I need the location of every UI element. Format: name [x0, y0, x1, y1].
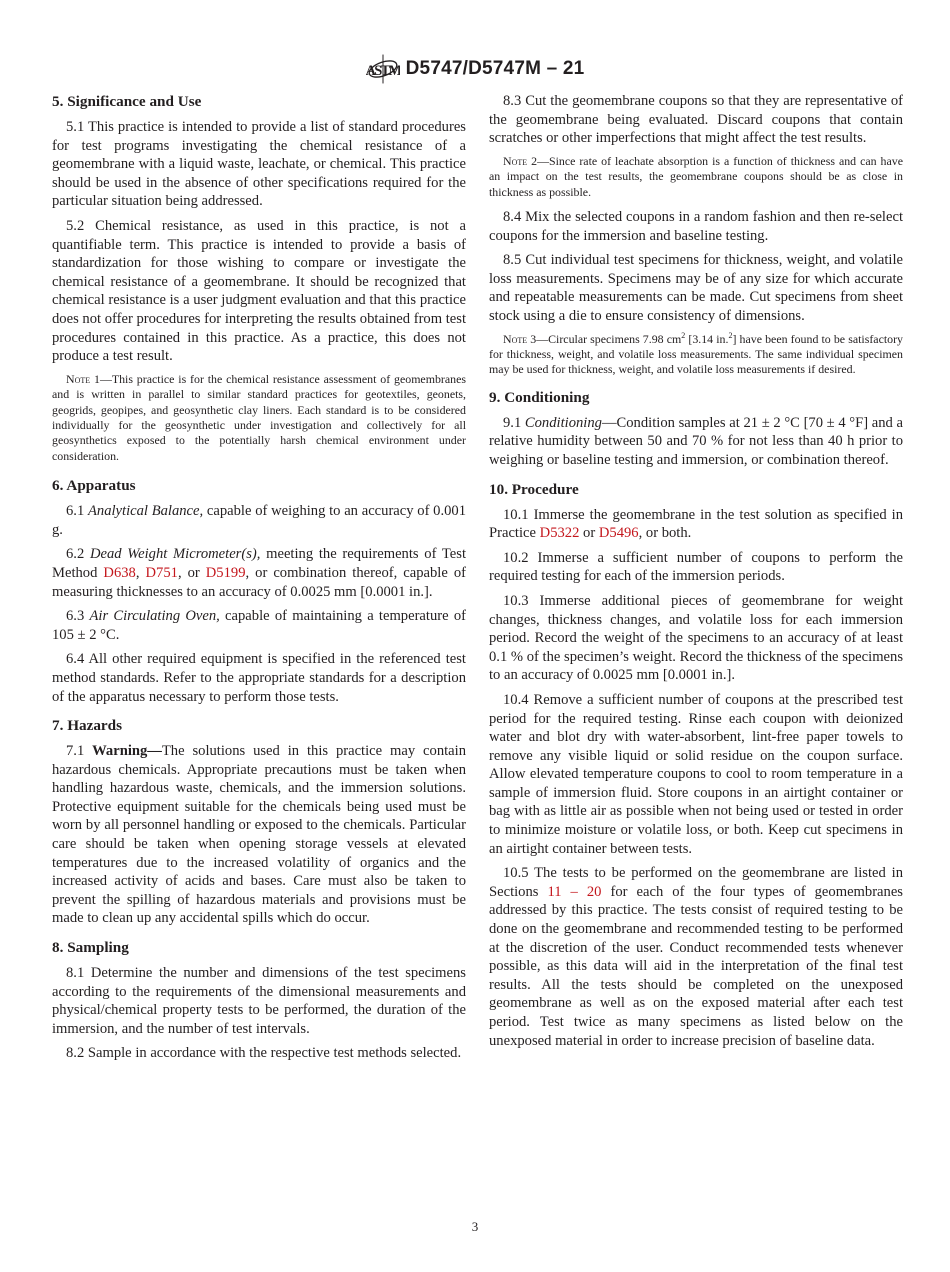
paragraph-6-1 — [52, 502, 466, 539]
link-d5322[interactable]: D5322 — [539, 525, 580, 542]
left-column — [52, 92, 466, 1069]
paragraph-6-2 — [52, 545, 466, 601]
paragraph-5-2: 5.2 Chemical resistance, as used in this practice, is not a quantifiable term. This practice is intended to provide a basis of standardization for those wishing to compare or investigate the chemical resistance of a geomembrane. It should be recognized that chemical resistance is a user judgment evaluation and that this practice does not offer procedures for interpreting the results obtained from test procedures contained in this practice. As a practice, this does not produce a test result. — [52, 217, 466, 365]
paragraph-5-1: 5.1 This practice is intended to provide a list of standard procedures for test programs investigating the chemical resistance of a geomembrane with a liquid waste, leachate, or chemical. This practice should be used in the absence of other specifications required for the particular situation being addressed. — [52, 119, 466, 210]
link-d5496[interactable]: D5496 — [598, 525, 639, 542]
paragraph-text: capable of maintaining a temperature of 105 ± 2 °C. — [52, 608, 466, 643]
note-3-label: Note 3 — [503, 331, 537, 346]
paragraph-number: 6.2 — [66, 546, 90, 563]
separator: , or — [177, 564, 206, 581]
link-sections-11-20[interactable]: 11 – 20 — [547, 883, 602, 900]
paragraph-8-5: 8.5 Cut individual test specimens for thickness, weight, and volatile loss measurements. Specimens may be of any size for which accurate and repeatable measurements can be made. Cut specimens from sheet stock using a die to ensure consistency of dimensions. — [489, 252, 903, 324]
paragraph-text: 10.5 The tests to be performed on the geomembrane are listed in Sections — [489, 865, 903, 900]
term-analytical-balance: Analytical Balance, — [87, 503, 204, 520]
note-2-text: —Since rate of leachate absorption is a function of thickness and can have an impact on the test results, the geomembrane coupons should be as close in thickness as possible. — [489, 153, 903, 199]
section-7-heading: 7. Hazards — [52, 717, 123, 735]
paragraph-number: 6.3 — [66, 608, 90, 625]
page-number: 3 — [471, 1219, 479, 1234]
paragraph-text: , or both. — [638, 525, 692, 542]
paragraph-10-4: 10.4 Remove a sufficient number of coupons at the prescribed test period for the required testing. Rinse each coupon with deionized water and blot dry with water-absorbent, lint-free paper towels to remove any visible liquid or solid residue on the coupon surface. Allow elevated temperature coupons to cool to room temperature in a sample of immersion fluid. Store coupons in an airtight container or bag with as little air as possible when not being used or tested in order to minimize moisture or volatile loss, or both. Keep cut specimens in an airtight container between tests. — [489, 691, 903, 857]
paragraph-number: 6.1 — [66, 503, 88, 520]
term-micrometer: Dead Weight Micrometer(s), — [89, 546, 261, 563]
section-5-heading: 5. Significance and Use — [52, 93, 202, 110]
paragraph-text: capable of weighing to an accuracy of 0.001 g. — [52, 503, 467, 538]
page-header — [0, 52, 950, 86]
warning-label: Warning— — [92, 743, 162, 760]
paragraph-10-2: 10.2 Immerse a sufficient number of coupons to perform the required testing for each of the immersion periods. — [489, 549, 903, 585]
paragraph-text: meeting the requirements of Test Method — [52, 546, 467, 581]
section-8-heading: 8. Sampling — [52, 939, 129, 957]
link-d5199[interactable]: D5199 — [205, 564, 246, 581]
note-3-text: —Circular specimens 7.98 cm — [536, 331, 682, 346]
link-d751[interactable]: D751 — [145, 564, 178, 581]
term-conditioning: Conditioning — [524, 414, 602, 431]
section-9-heading: 9. Conditioning — [489, 388, 590, 406]
note-3 — [489, 332, 903, 378]
note-2-label: Note 2 — [503, 153, 538, 168]
section-10-heading: 10. Procedure — [489, 480, 579, 498]
paragraph-6-3 — [52, 607, 466, 644]
separator: , — [135, 564, 146, 581]
paragraph-6-4: 6.4 All other required equipment is specified in the referenced test method standards. Refer to the appropriate standards for a description of the apparatus necessary to perform those tests. — [52, 651, 466, 705]
paragraph-text: , or combination thereof, capable of measuring thicknesses to an accuracy of 0.0025 mm [0.0001 in.]. — [52, 564, 466, 600]
note-2 — [489, 154, 903, 200]
superscript: 2 — [728, 330, 733, 340]
paragraph-number: 7.1 — [66, 743, 93, 760]
note-3-text: [3.14 in. — [685, 331, 729, 346]
paragraph-8-2: 8.2 Sample in accordance with the respective test methods selected. — [66, 1045, 462, 1062]
right-column — [489, 92, 903, 1056]
section-6-heading: 6. Apparatus — [52, 477, 136, 495]
paragraph-8-1: 8.1 Determine the number and dimensions of the test specimens according to the requirements of the dimensional measurements and physical/chemical property tests to be performed, the duration of the immersion, and the number of test intervals. — [52, 965, 466, 1037]
paragraph-text: for each of the four types of geomembranes addressed by this practice. The tests consist of required testing to be done on the geomembrane and recommended testing to be performed at the discretion of the user. Conduct recommended tests whenever possible, as this data will aid in the interpretation of the final test results. All the tests should be completed on the unexposed geomembrane as well as on the exposed material after each test period. Test twice as many specimens as listed below on the unexposed material in order to increase precision of baseline data. — [489, 883, 903, 1049]
note-3-text: ] have been found to be satisfactory for thickness, weight, and volatile loss measurements. The same individual specimen may be used for thickness, weight, and volatile loss measurements if desired. — [489, 331, 903, 377]
astm-logo-icon — [366, 52, 400, 86]
paragraph-8-4: 8.4 Mix the selected coupons in a random fashion and then re-select coupons for the immersion and baseline testing. — [489, 209, 903, 244]
paragraph-7-1 — [52, 742, 466, 928]
paragraph-9-1 — [489, 414, 903, 470]
separator: or — [579, 525, 599, 542]
paragraph-10-1 — [489, 506, 903, 543]
superscript: 2 — [681, 330, 686, 340]
svg-text:ASTM: ASTM — [365, 62, 400, 79]
paragraph-text: —Condition samples at 21 ± 2 °C [70 ± 4 °F] and a relative humidity between 50 and 70 % for not less than 40 h prior to weighing or baseline testing and immersion, or combination thereof. — [489, 414, 903, 468]
note-1-label: Note 1 — [66, 371, 100, 386]
note-1 — [52, 372, 466, 464]
paragraph-text: The solutions used in this practice may contain hazardous chemicals. Appropriate precautions must be taken when handling hazardous waste, chemicals, and the immersion solutions. Protective equipment suitable for the chemicals being used must be worn by all personnel handling or exposed to the chemicals. Particular care should be taken when opening storage vessels at elevated temperatures due to the increased volatility of organics and the increased activity of acids and bases. Care must also be taken to prevent the spilling of hazardous materials and provisions must be made to clean up any accidental spills which do occur. — [52, 743, 466, 927]
paragraph-number: 9.1 — [503, 414, 525, 431]
paragraph-text: 10.1 Immerse the geomembrane in the test solution as specified in Practice — [489, 506, 903, 542]
term-oven: Air Circulating Oven, — [89, 608, 220, 625]
paragraph-10-5 — [489, 864, 903, 1050]
paragraph-8-3: 8.3 Cut the geomembrane coupons so that they are representative of the geomembrane being evaluated. Discard coupons that contain scratches or other imperfections that might affect the test results. — [489, 93, 903, 147]
note-1-text: —This practice is for the chemical resistance assessment of geomembranes and is written in parallel to similar standard practices for geotextiles, geonets, geogrids, geopipes, and geosynthetic clay liners. Each standard is to be considered individually for the geosynthetic under investigation and collectively for all geosynthetics exposed to the potentially harsh chemical environment under consideration. — [52, 371, 466, 463]
document-designation: D5747/D5747M – 21 — [405, 58, 585, 79]
link-d638[interactable]: D638 — [103, 564, 136, 581]
paragraph-10-3: 10.3 Immerse additional pieces of geomembrane for weight changes, thickness changes, and volatile loss for each immersion period. Record the weight of the specimens to an accuracy of at least 0.1 % of the specimen’s weight. Record the thickness of the specimens to an accuracy of 0.0025 mm [0.0001 in.]. — [489, 592, 903, 684]
